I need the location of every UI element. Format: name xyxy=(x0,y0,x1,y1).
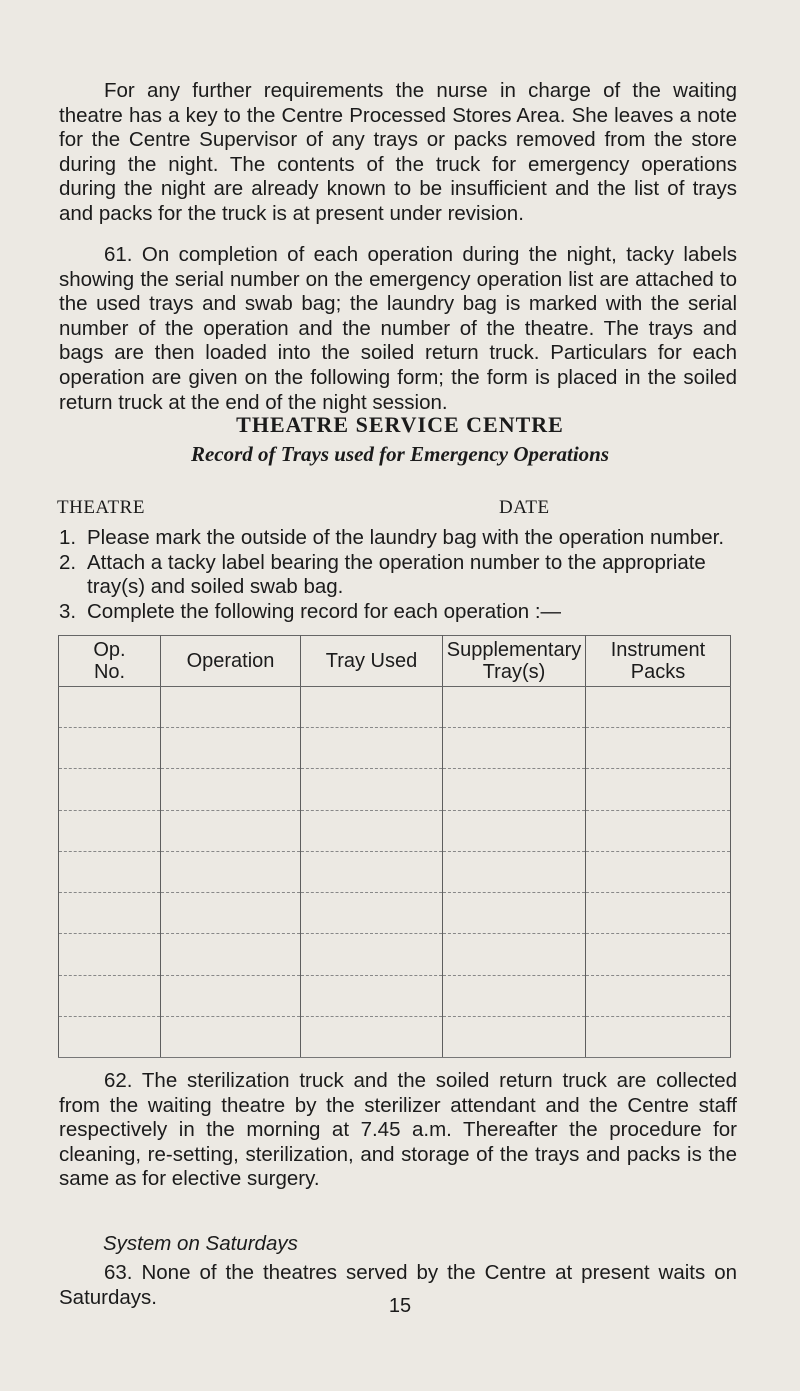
operation-header: Operation xyxy=(161,636,301,687)
table-cell[interactable] xyxy=(161,687,301,728)
table-cell[interactable] xyxy=(161,1016,301,1057)
instruction-number: 2. xyxy=(59,550,77,574)
emergency-operations-record-table xyxy=(58,635,731,1058)
table-row xyxy=(59,934,731,975)
instruction-text: Please mark the outside of the laundry bag with the operation number. xyxy=(87,526,725,549)
date-label: DATE xyxy=(499,497,550,518)
table-cell[interactable] xyxy=(161,728,301,769)
table-row xyxy=(59,769,731,810)
table-cell[interactable] xyxy=(161,893,301,934)
table-cell[interactable] xyxy=(59,687,161,728)
instruction-number: 1. xyxy=(59,526,77,549)
table-cell[interactable] xyxy=(301,769,443,810)
instruction-text: Complete the following record for each operation :— xyxy=(87,599,562,623)
table-cell[interactable] xyxy=(59,769,161,810)
table-cell[interactable] xyxy=(161,851,301,892)
tray-used-header: Tray Used xyxy=(301,636,443,687)
table-cell[interactable] xyxy=(161,810,301,851)
table-cell[interactable] xyxy=(59,851,161,892)
table-cell[interactable] xyxy=(586,1016,731,1057)
table-row xyxy=(59,975,731,1016)
table-cell[interactable] xyxy=(443,893,586,934)
instruction-number: 3. xyxy=(59,599,77,623)
supplementary-trays-header: Supplementary Tray(s) xyxy=(443,636,586,687)
table-row xyxy=(59,810,731,851)
intro-paragraph: For any further requirements the nurse in charge of the waiting theatre has a key to the Centre Processed Stores Area. She leaves a note for the Centre Supervisor of any trays or packs removed from the store during the night. The contents of the truck for emergency operations during the night are already known to be insufficient and the list of trays and packs for the truck is at present under revision. xyxy=(59,79,737,225)
table-cell[interactable] xyxy=(586,687,731,728)
table-cell[interactable] xyxy=(443,851,586,892)
table-cell[interactable] xyxy=(443,769,586,810)
table-row xyxy=(59,687,731,728)
paragraph-63: 63. None of the theatres served by the Centre at present waits on Saturdays. xyxy=(59,1261,737,1309)
table-cell[interactable] xyxy=(59,934,161,975)
table-cell[interactable] xyxy=(59,893,161,934)
form-instructions xyxy=(59,526,739,624)
table-cell[interactable] xyxy=(301,1016,443,1057)
table-cell[interactable] xyxy=(443,975,586,1016)
table-cell[interactable] xyxy=(59,1016,161,1057)
table-cell[interactable] xyxy=(443,810,586,851)
instruction-item xyxy=(59,600,739,625)
table-cell[interactable] xyxy=(586,851,731,892)
table-cell[interactable] xyxy=(443,1016,586,1057)
table-cell[interactable] xyxy=(443,687,586,728)
table-row xyxy=(59,1016,731,1057)
paragraph-61: 61. On completion of each operation during the night, tacky labels showing the serial number on the emergency operation list are attached to the used trays and swab bag; the laundry bag is marked with the serial number of the operation and the number of the theatre. The trays and bags are then loaded into the soiled return truck. Particulars for each operation are given on the following form; the form is placed in the soiled return truck at the end of the night session. xyxy=(59,243,737,414)
table-cell[interactable] xyxy=(586,934,731,975)
theatre-label: THEATRE xyxy=(57,497,145,518)
table-cell[interactable] xyxy=(443,728,586,769)
table-cell[interactable] xyxy=(161,769,301,810)
table-cell[interactable] xyxy=(59,810,161,851)
table-cell[interactable] xyxy=(301,975,443,1016)
op-no-header: Op. No. xyxy=(59,636,161,687)
table-cell[interactable] xyxy=(301,810,443,851)
paragraph-62: 62. The sterilization truck and the soiled return truck are collected from the waiting theatre by the sterilizer attendant and the Centre staff respectively in the morning at 7.45 a.m. Thereafter the procedure for cleaning, re-setting, sterilization, and storage of the trays and packs is the same as for elective surgery. xyxy=(59,1069,737,1191)
instrument-packs-header: Instrument Packs xyxy=(586,636,731,687)
table-row xyxy=(59,893,731,934)
saturday-system-heading: System on Saturdays xyxy=(103,1232,298,1255)
table-cell[interactable] xyxy=(59,975,161,1016)
table-cell[interactable] xyxy=(301,893,443,934)
page-number: 15 xyxy=(388,1295,412,1317)
table-cell[interactable] xyxy=(586,769,731,810)
table-cell[interactable] xyxy=(301,934,443,975)
table-cell[interactable] xyxy=(301,728,443,769)
table-row xyxy=(59,728,731,769)
table-cell[interactable] xyxy=(443,934,586,975)
table-cell[interactable] xyxy=(586,810,731,851)
instruction-item xyxy=(59,551,739,600)
table-cell[interactable] xyxy=(586,728,731,769)
table-cell[interactable] xyxy=(161,934,301,975)
instruction-item xyxy=(59,526,739,551)
table-cell[interactable] xyxy=(59,728,161,769)
table-cell[interactable] xyxy=(586,975,731,1016)
table-cell[interactable] xyxy=(301,687,443,728)
table-header-row xyxy=(59,636,731,687)
form-title: THEATRE SERVICE CENTRE xyxy=(236,412,564,437)
table-row xyxy=(59,851,731,892)
table-cell[interactable] xyxy=(301,851,443,892)
table-cell[interactable] xyxy=(586,893,731,934)
form-subtitle: Record of Trays used for Emergency Operations xyxy=(190,442,610,466)
table-cell[interactable] xyxy=(161,975,301,1016)
instruction-text: Attach a tacky label bearing the operation number to the appropriate tray(s) and soiled swab bag. xyxy=(87,550,706,599)
